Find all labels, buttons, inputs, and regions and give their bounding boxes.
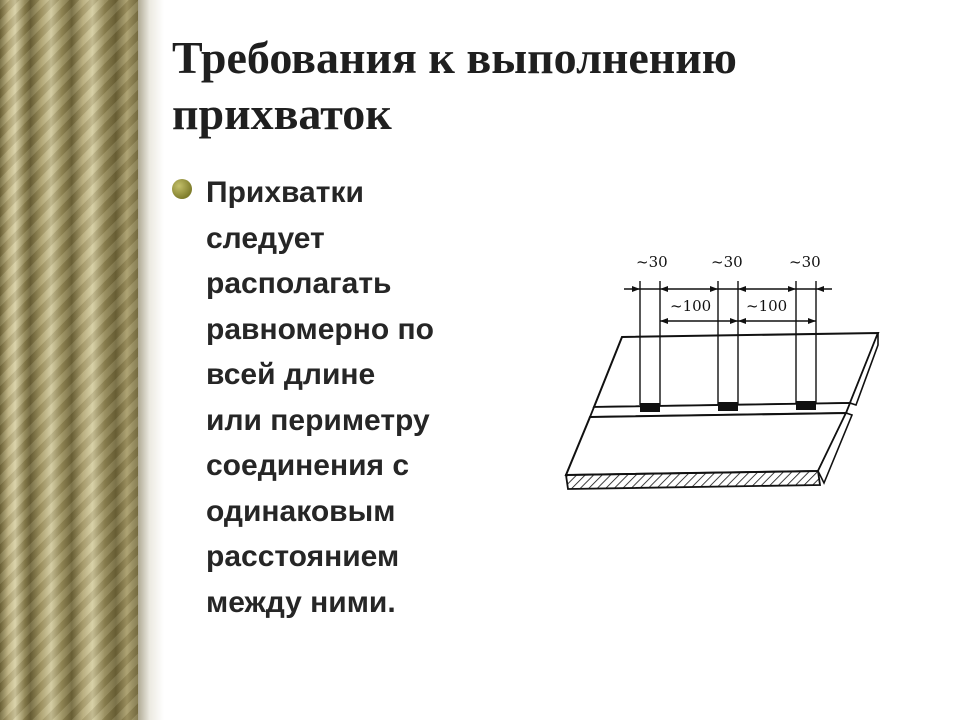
tack-weld-1 bbox=[640, 403, 660, 412]
decorative-column bbox=[0, 0, 138, 720]
tack-weld-3 bbox=[796, 401, 816, 410]
column-shadow bbox=[138, 0, 164, 720]
dimension-label-top-3: ~30 bbox=[789, 253, 821, 271]
bullet-text: Прихватки следует располагать равномерно по всей длине или периметру соединения с одинаковым расстоянием между ними. bbox=[206, 176, 434, 619]
slide-title: Требования к выполнению прихваток bbox=[172, 32, 737, 139]
dimension-label-bottom-1: ~100 bbox=[670, 297, 712, 315]
dimension-label-bottom-2: ~100 bbox=[746, 297, 788, 315]
tack-weld-diagram bbox=[560, 245, 890, 495]
dimension-label-top-2: ~30 bbox=[711, 253, 743, 271]
lower-plate bbox=[566, 413, 846, 475]
lower-plate-edge bbox=[566, 471, 820, 489]
tack-weld-drawing bbox=[560, 245, 890, 495]
dimension-label-top-1: ~30 bbox=[636, 253, 668, 271]
upper-plate bbox=[594, 333, 878, 407]
tack-weld-2 bbox=[718, 402, 738, 411]
bullet-dot-icon bbox=[172, 179, 192, 199]
